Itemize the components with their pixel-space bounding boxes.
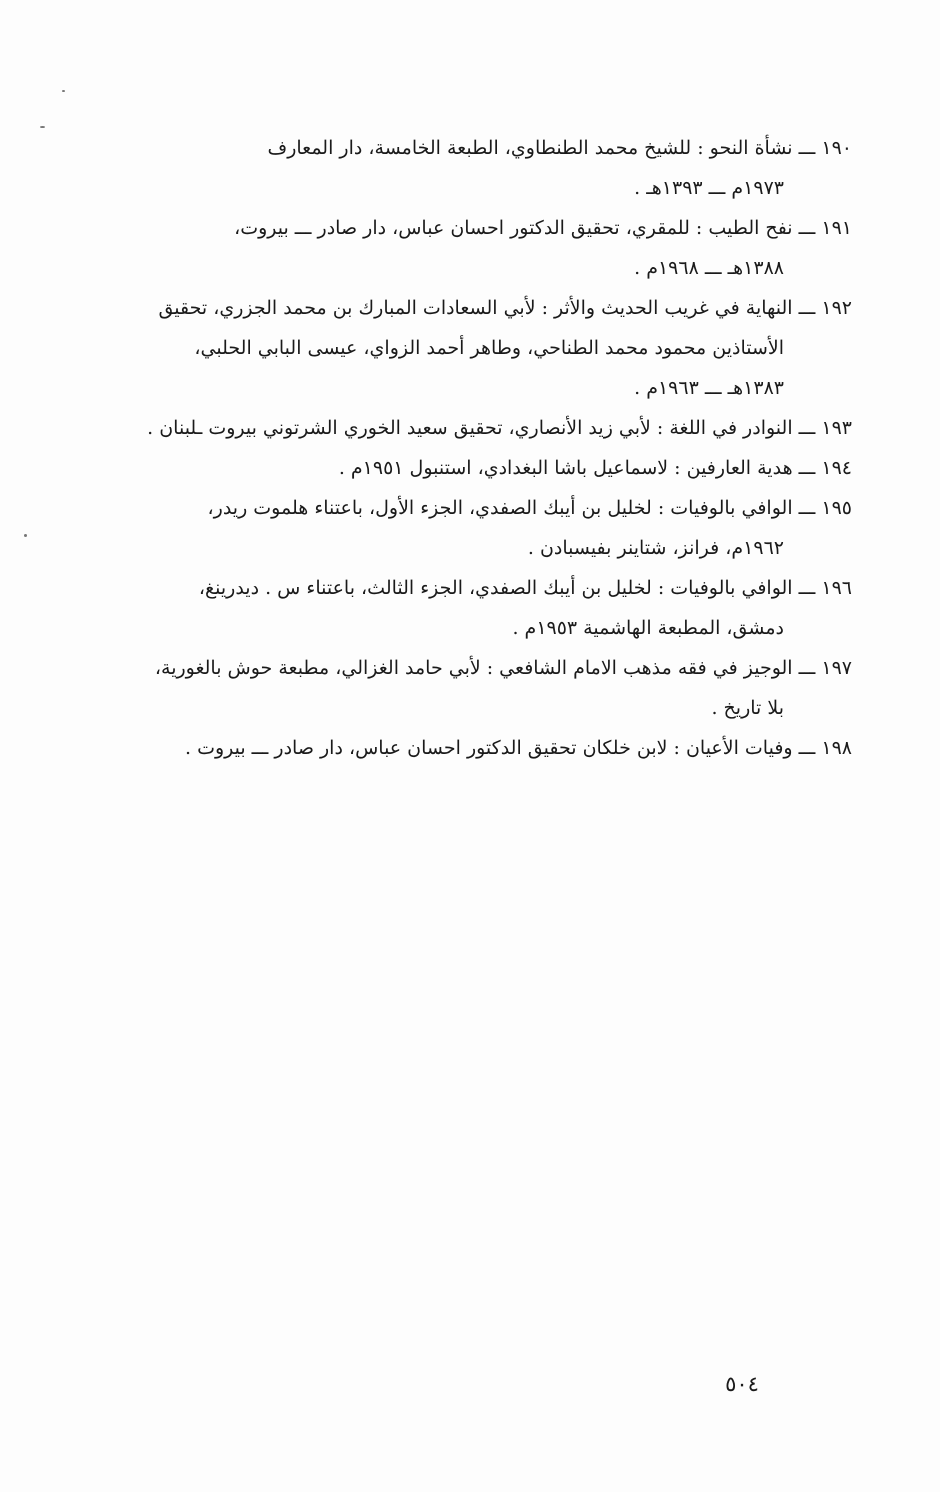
reference-line: ١٩٧٣م ـــ ١٣٩٣هـ . (634, 177, 784, 199)
reference-entry (100, 448, 852, 488)
reference-line: دمشق، المطبعة الهاشمية ١٩٥٣م . (512, 617, 784, 639)
reference-line: ١٩٧ ـــ الوجيز في فقه مذهب الامام الشافعي : لأبي حامد الغزالي، مطبعة حوش بالغورية، (154, 657, 852, 679)
reference-line: ١٩٠ ـــ نشأة النحو : للشيخ محمد الطنطاوي، الطبعة الخامسة، دار المعارف (267, 137, 852, 159)
reference-entry (100, 128, 852, 208)
reference-entry (100, 728, 852, 768)
reference-line: بلا تاريخ . (711, 697, 784, 719)
scan-speck (24, 534, 27, 537)
reference-entry (100, 288, 852, 408)
reference-line: ١٩٣ ـــ النوادر في اللغة : لأبي زيد الأنصاري، تحقيق سعيد الخوري الشرتوني بيروت ـلبنان . (147, 417, 852, 439)
reference-line: ١٩٦ ـــ الوافي بالوفيات : لخليل بن أيبك الصفدي، الجزء الثالث، باعتناء س . ديدرينغ، (198, 577, 852, 599)
reference-entry (100, 568, 852, 648)
reference-entry (100, 408, 852, 448)
reference-line: ١٩٥ ـــ الوافي بالوفيات : لخليل بن أيبك الصفدي، الجزء الأول، باعتناء هلموت ريدر، (207, 497, 852, 519)
scan-speck (40, 126, 45, 128)
reference-line: الأستاذين محمود محمد الطناحي، وطاهر أحمد الزواي، عيسى البابي الحلبي، (194, 337, 784, 359)
reference-line: ١٩٢ ـــ النهاية في غريب الحديث والأثر : لأبي السعادات المبارك بن محمد الجزري، تحقيق (158, 297, 852, 319)
reference-entry (100, 488, 852, 568)
reference-line: ١٣٨٣هـ ـــ ١٩٦٣م . (634, 377, 784, 399)
reference-line: ١٩٤ ـــ هدية العارفين : لاسماعيل باشا البغدادي، استنبول ١٩٥١م . (338, 457, 852, 479)
reference-list (100, 128, 852, 768)
reference-line: ١٩٨ ـــ وفيات الأعيان : لابن خلكان تحقيق الدكتور احسان عباس، دار صادر ـــ بيروت . (184, 737, 852, 759)
reference-entry (100, 648, 852, 728)
page-number: ٥٠٤ (725, 1372, 759, 1396)
reference-line: ١٣٨٨هـ ـــ ١٩٦٨م . (634, 257, 784, 279)
reference-line: ١٩١ ـــ نفح الطيب : للمقري، تحقيق الدكتور احسان عباس، دار صادر ـــ بيروت، (234, 217, 852, 239)
scan-speck (62, 90, 65, 92)
reference-entry (100, 208, 852, 288)
reference-line: ١٩٦٢م، فرانز، شتاينر بفيسبادن . (527, 537, 784, 559)
